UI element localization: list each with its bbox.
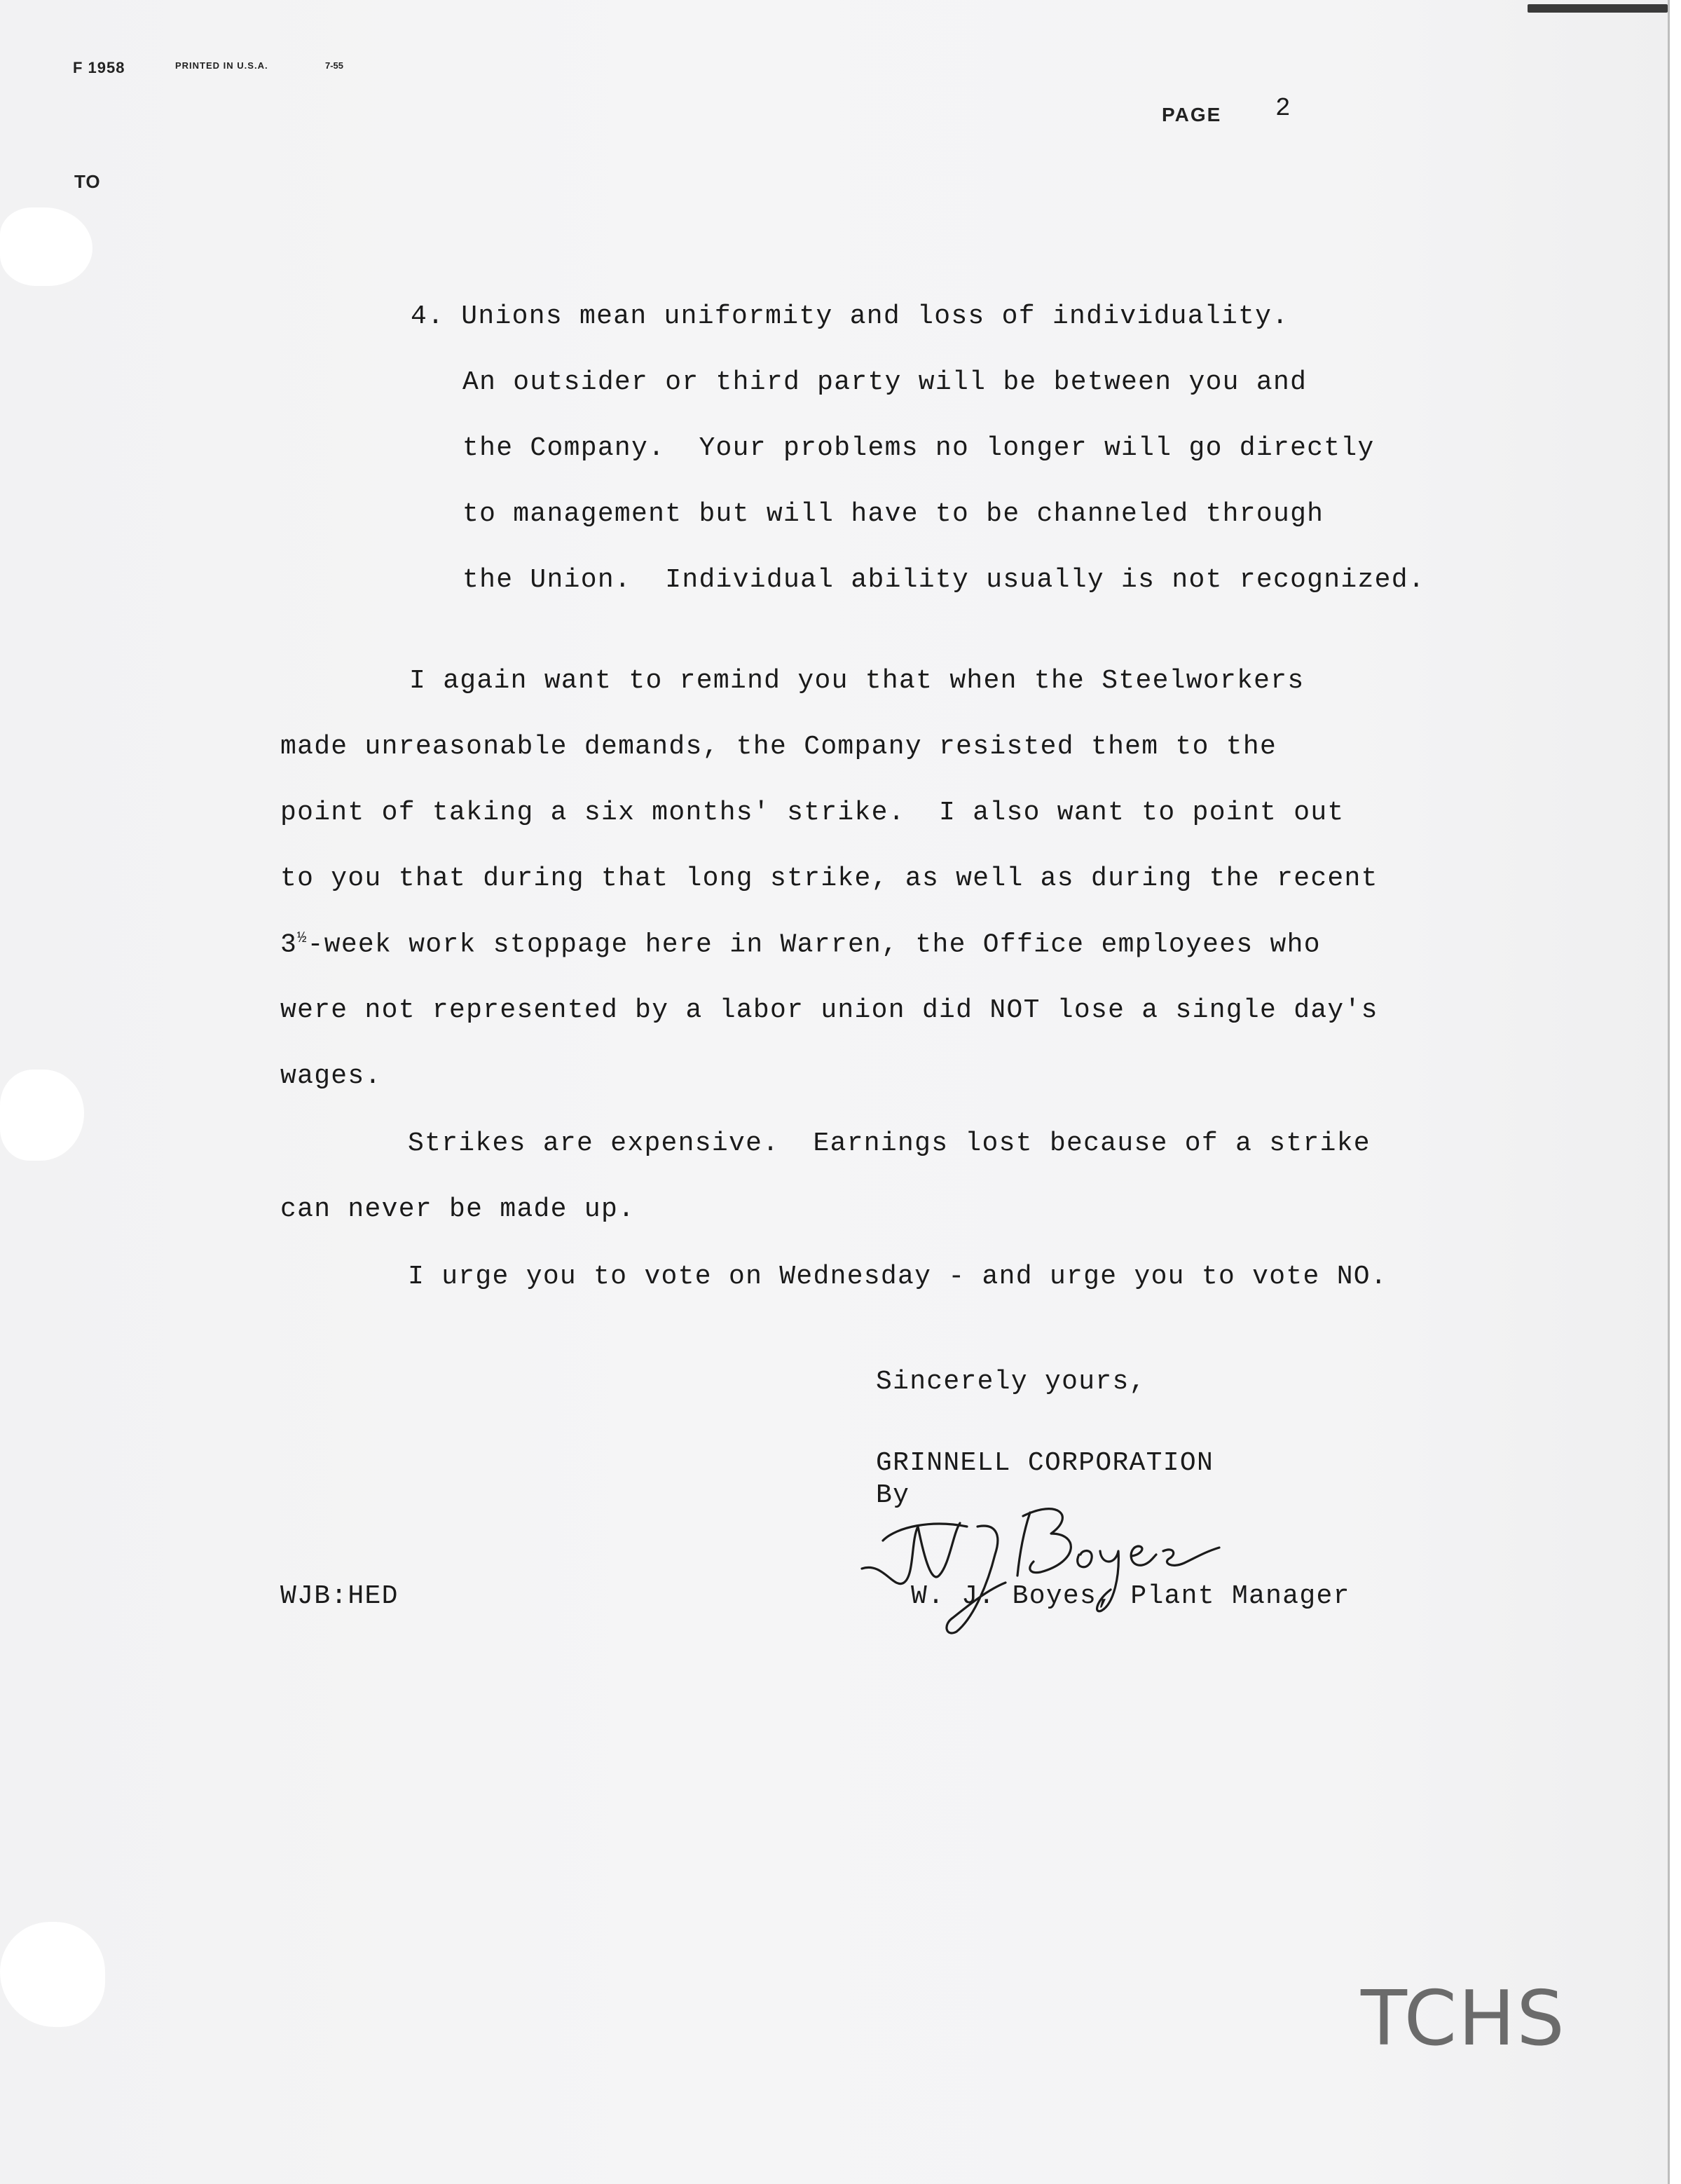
item4-line: An outsider or third party will be between you and [462, 367, 1308, 397]
paragraph1-line-rest: -week work stoppage here in Warren, the Office employees who [307, 929, 1321, 960]
paragraph1-line: point of taking a six months' strike. I also want to point out [280, 798, 1345, 828]
handwritten-signature [855, 1485, 1247, 1639]
signer-name-title: W. J. Boyes, Plant Manager [911, 1581, 1350, 1611]
paragraph1-line: made unreasonable demands, the Company resisted them to the [280, 732, 1277, 762]
printed-in-label: PRINTED IN U.S.A. [175, 60, 268, 71]
page-label: PAGE [1162, 104, 1222, 125]
item4-line: 4. Unions mean uniformity and loss of individuality. [411, 301, 1289, 332]
punch-hole [0, 207, 92, 286]
paragraph2-line: Strikes are expensive. Earnings lost because of a strike [408, 1128, 1371, 1159]
closing-salutation: Sincerely yours, [876, 1367, 1146, 1397]
to-label: TO [74, 171, 101, 192]
watermark: TCHS [1361, 1975, 1566, 2063]
paragraph1-line-mixed [280, 929, 1321, 960]
page-number: 2 [1275, 94, 1291, 123]
paragraph1-line: I again want to remind you that when the Steelworkers [409, 666, 1305, 696]
mixed-number-fraction: ½ [297, 929, 308, 947]
paragraph3-line: I urge you to vote on Wednesday - and urge you to vote NO. [408, 1262, 1388, 1292]
paragraph1-line: were not represented by a labor union did NOT lose a single day's [280, 995, 1378, 1025]
reference-initials: WJB:HED [280, 1581, 399, 1611]
paragraph1-line: to you that during that long strike, as well as during the recent [280, 864, 1378, 894]
item4-line: to management but will have to be channeled through [462, 499, 1324, 529]
form-date: 7-55 [325, 60, 344, 71]
paragraph2-line: can never be made up. [280, 1194, 636, 1224]
by-label: By [876, 1480, 910, 1510]
paper-edge-mark [1528, 4, 1668, 13]
item4-line: the Union. Individual ability usually is not recognized. [462, 565, 1425, 595]
scan-margin [1670, 0, 1681, 2184]
item4-line: the Company. Your problems no longer will go directly [462, 433, 1375, 463]
form-number: F 1958 [73, 59, 125, 76]
company-name: GRINNELL CORPORATION [876, 1448, 1214, 1478]
paragraph1-line: wages. [280, 1061, 382, 1091]
mixed-number-whole: 3 [280, 929, 298, 960]
